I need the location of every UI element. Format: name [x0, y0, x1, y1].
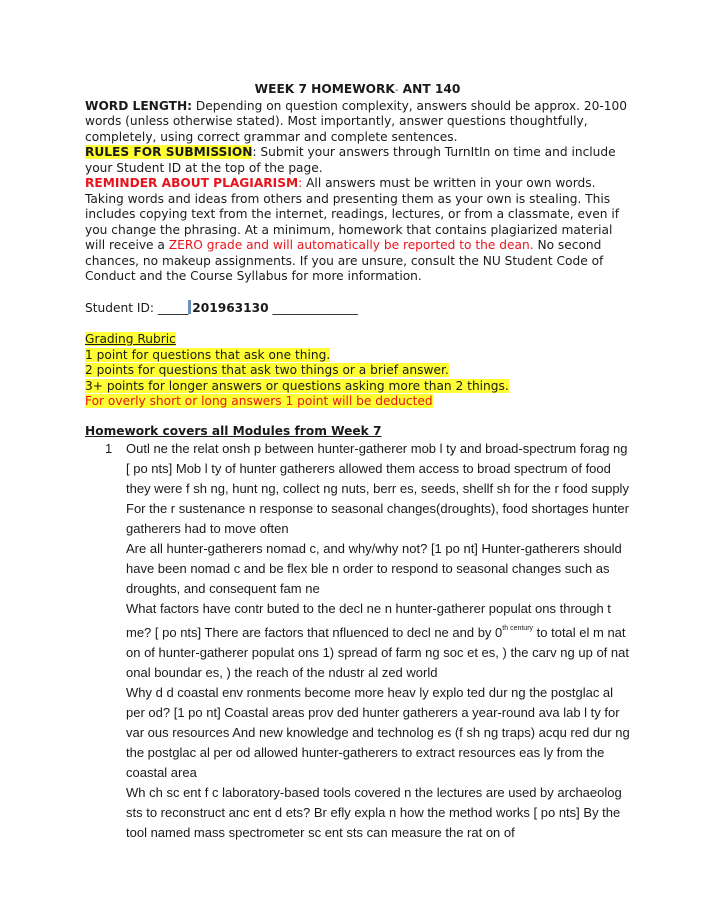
student-id-value[interactable]: 201963130: [192, 301, 269, 315]
rubric-line: 2 points for questions that ask two things or a brief answer.: [85, 363, 449, 377]
question-text: Outl ne the relat onsh p between hunter-gatherer mob l ty and broad-spectrum forag ng [ po nts] Mob l ty of hunter gatherers allowed them access to broad spectrum of food they were f sh ng, hunt ng, collect ng nuts, berr es, seeds, shellf sh for the r food supply For the r sustenance n response to seasonal changes(droughts), food shortages hunter gatherers had to move often: [126, 440, 629, 536]
rubric-deduction-line: For overly short or long answers 1 point will be deducted: [85, 394, 433, 408]
rules-text: Submit your answers through TurnItIn on time and include your Student ID at the top of the page.: [85, 145, 616, 175]
page-title: [85, 82, 630, 99]
homework-heading: Homework covers all Modules from Week 7: [85, 423, 382, 438]
plagiarism-label: REMINDER ABOUT PLAGIARISM: [85, 176, 299, 190]
rubric-line: 1 point for questions that ask one thing.: [85, 347, 331, 362]
question-text: to total el m nat on of hunter-gatherer populat ons 1) spread of farm ng soc et es, ) the carv ng up of nat onal boundar es, ) the reach of the ndustr al zed world: [126, 624, 629, 680]
student-id-line: [85, 300, 630, 317]
question-text: Why d d coastal env ronments become more heav ly explo ted dur ng the postglac al per od? [1 po nt] Coastal areas prov ded hunter gatherers a year-round ava lab l ty for var ous resources And new knowledge and technolog es (f sh ng traps) acqu red dur ng the postglac al per od allowed hunter-gatherers to extract resources eas ly from the coastal area: [126, 684, 630, 780]
question-list: [85, 439, 630, 843]
rules-label: RULES FOR SUBMISSION: [85, 145, 253, 159]
plagiarism-text: All answers must be written in your own words. Taking words and ideas from others and presenting them as your own is stealing. This includes copying text from the internet, readings, lectures, or from a classmate, even if you change the phrasing. At a minimum, homework that contains plagiarized material will receive a: [85, 176, 620, 252]
question-number: 1: [105, 440, 113, 456]
text-cursor-icon: [188, 300, 191, 314]
word-length-label: WORD LENGTH:: [85, 98, 193, 113]
rules-paragraph: [85, 145, 630, 176]
title-course: ANT 140: [398, 82, 461, 96]
plagiarism-warning: ZERO grade and will automatically be reported to the dean.: [168, 238, 534, 252]
question-item: [85, 439, 630, 539]
word-length-paragraph: [85, 99, 630, 146]
grading-rubric: [85, 332, 630, 410]
question-item: [85, 539, 630, 599]
student-id-label: Student ID: _____: [85, 301, 189, 315]
plagiarism-colon: :: [298, 176, 303, 190]
title-dash: -: [394, 85, 399, 96]
rubric-title: Grading Rubric: [85, 332, 176, 346]
plagiarism-text-end: No second chances, no makeup assignments. If you are unsure, consult the NU Student Code of Conduct and the Course Syllabus for more information.: [85, 238, 604, 283]
plagiarism-paragraph: [85, 176, 630, 285]
question-text: Wh ch sc ent f c laboratory-based tools covered n the lectures are used by archaeolog sts to reconstruct anc ent d ets? Br efly expla n how the method works [ po nts] By the tool named mass spectrometer sc ent sts can measure the rat on of: [126, 784, 622, 840]
superscript: th century: [502, 624, 534, 632]
question-item: [85, 683, 630, 783]
question-text: Are all hunter-gatherers nomad c, and why/why not? [1 po nt] Hunter-gatherers should have been nomad c and be flex ble n order to respond to seasonal changes such as droughts, and consequent fam ne: [126, 540, 622, 596]
rubric-line: 3+ points for longer answers or questions asking more than 2 things.: [85, 378, 509, 393]
question-text: What factors have contr buted to the decl ne n hunter-gatherer populat ons through t me? [ po nts] There are factors that nfluenced to decl ne and by 0: [126, 600, 611, 640]
rules-colon: :: [252, 145, 257, 159]
document-page: [85, 82, 630, 843]
title-main: WEEK 7 HOMEWORK: [254, 82, 395, 96]
word-length-text: Depending on question complexity, answers should be approx. 20-100 words (unless otherwise stated). Most importantly, answer questions thoughtfully, completely, using correct grammar and complete sentences.: [85, 98, 628, 144]
question-item: [85, 783, 630, 843]
question-item: [85, 599, 630, 683]
student-id-trail: ______________: [268, 301, 358, 315]
